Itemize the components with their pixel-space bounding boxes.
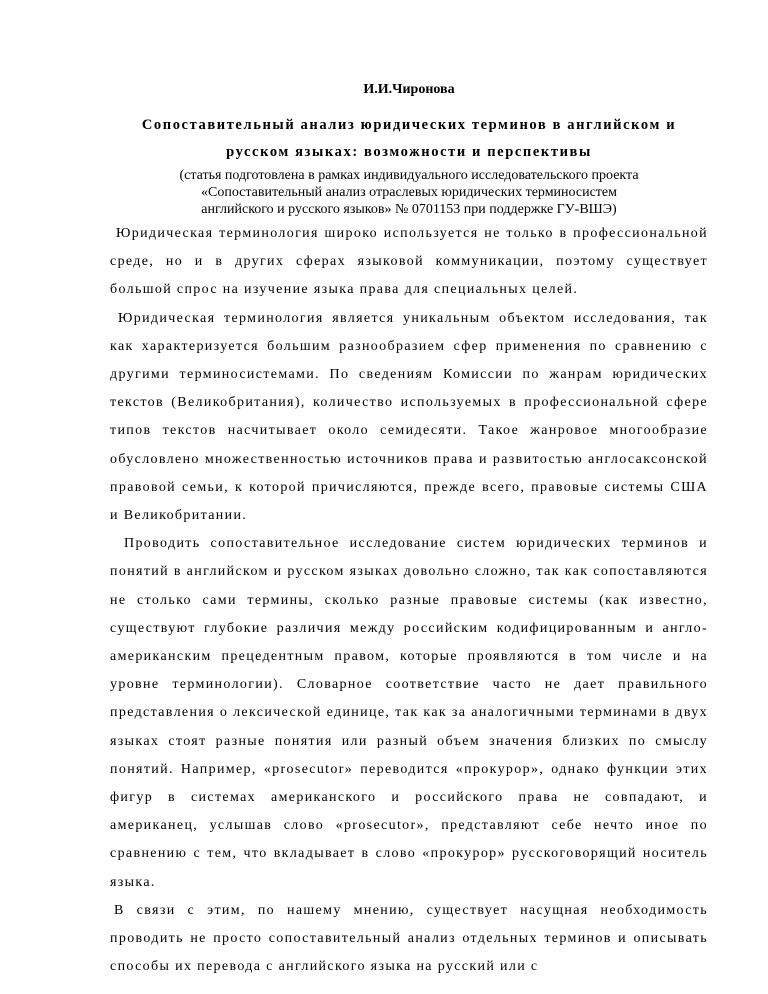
project-note-line-2: «Сопоставительный анализ отраслевых юридических терминосистем (201, 185, 617, 200)
project-note-line-3: английского и русского языков» № 0701153 при поддержке ГУ-ВШЭ) (201, 202, 617, 217)
article-title-line-2: русском языках: возможности и перспективы (226, 144, 592, 160)
paragraph-3: Проводить сопоставительное исследование систем юридических терминов и понятий в английском и русском языках довольно сложно, так как сопоставляются не столько сами термины, сколько разные правовые системы (как известно, существуют глубокие различия между российским кодифицированным и англо-американским прецедентным правом, которые проявляются в том числе и на уровне терминологии). Словарное соответствие часто не дает правильного представления о лексической единице, так как за аналогичными терминами в двух языках стоят разные понятия или разный объем значения близких по смыслу понятий. Например, «prosecutor» переводится «прокурор», однако функции этих фигур в системах американского и российского права не совпадают, и американец, услышав слово «prosecutor», представляют себе нечто иное по сравнению с тем, что вкладывает в слово «прокурор» русскоговорящий носитель языка. (110, 536, 708, 890)
paragraph-2: Юридическая терминология является уникальным объектом исследования, так как характеризуется большим разнообразием сфер применения по сравнению с другими терминосистемами. По сведениям Комиссии по жанрам юридических текстов (Великобритания), количество используемых в профессиональной сфере типов текстов насчитывает около семидесяти. Такое жанровое многообразие обусловлено множественностью источников права и развитостью англосаксонской правовой семьи, к которой причисляются, прежде всего, правовые системы США и Великобритании. (110, 310, 708, 524)
author-name: И.И.Чиронова (363, 82, 455, 97)
article-body (110, 220, 708, 981)
article-title-line-1: Сопоставительный анализ юридических терминов в английском и (141, 117, 677, 133)
paragraph-1: Юридическая терминология широко используется не только в профессиональной среде, но и в других сферах языковой коммуникации, поэтому существует большой спрос на изучение языка права для специальных целей. (110, 226, 708, 298)
paragraph-4: В связи с этим, по нашему мнению, существует насущная необходимость проводить не просто сопоставительный анализ отдельных терминов и описывать способы их перевода с английского языка на русский или с (110, 902, 708, 975)
project-note-line-1: (статья подготовлена в рамках индивидуального исследовательского проекта (179, 168, 639, 183)
